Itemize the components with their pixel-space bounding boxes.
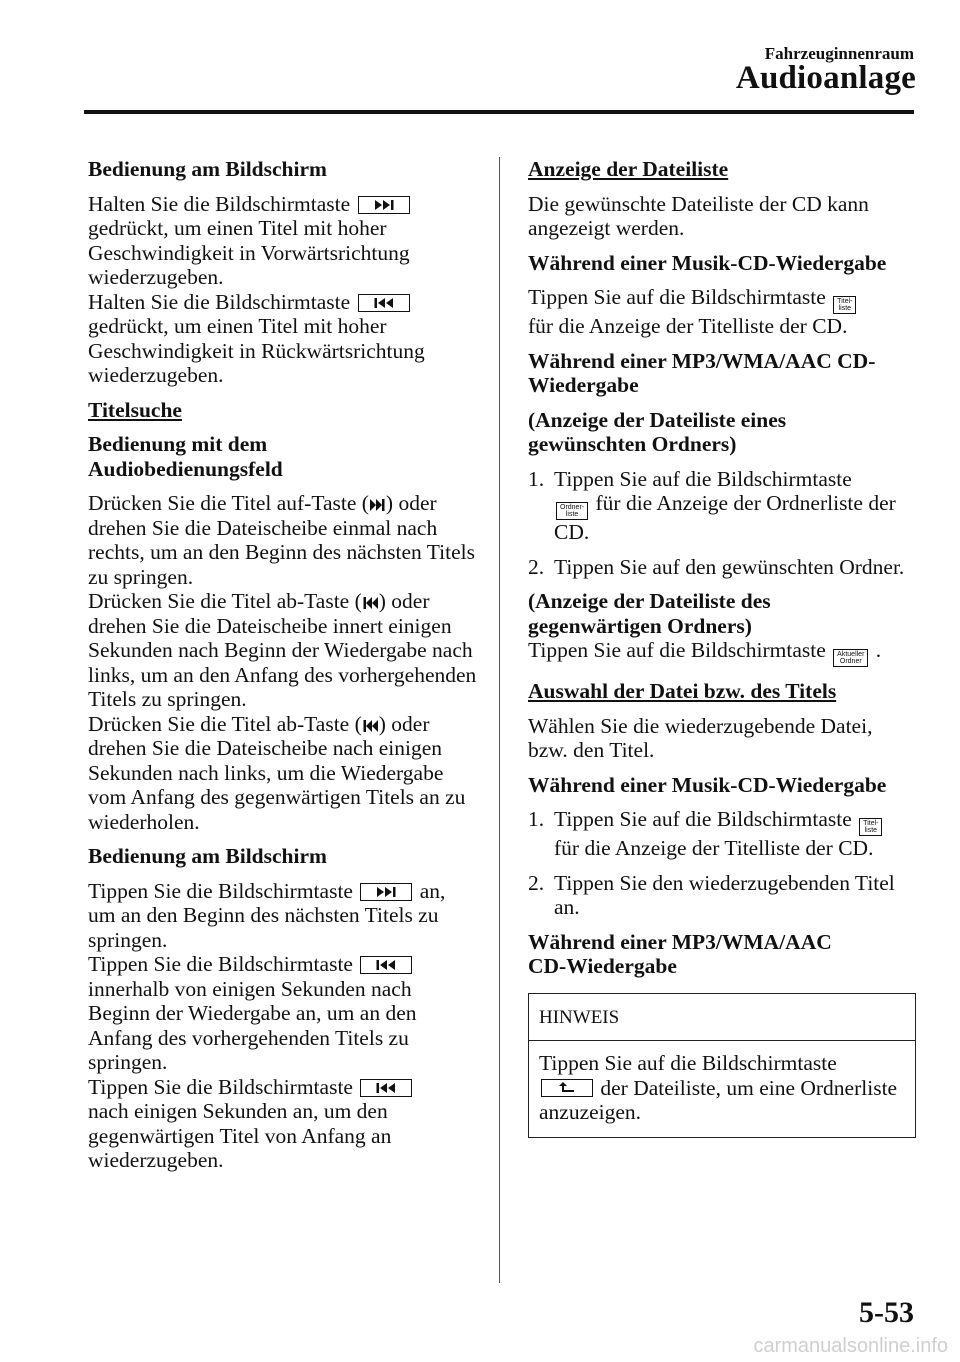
heading-mp3-2: Während einer MP3/WMA/AAC CD-Wiedergabe [528,929,832,978]
heading-bildschirm-2: Bedienung am Bildschirm [88,844,327,868]
key-label: liste [864,827,878,834]
text: ) oder drehen Sie die Dateischeibe innert einigen Sekunden nach Beginn der Wiedergabe nach links, um an den Anfang des vorhergehenden Titels zu springen. [88,589,477,711]
list-item [528,467,916,545]
heading-mp3-1: Während einer MP3/WMA/AAC CD-Wiedergabe [528,348,876,397]
text: Tippen Sie auf die Bildschirmtaste [528,638,826,662]
titel-liste-key [859,818,882,836]
text: ) oder drehen Sie die Dateischeibe einmal nach rechts, um an den Beginn des nächsten Titels zu springen. [88,491,475,589]
text: Drücken Sie die Titel auf-Taste ( [88,491,369,515]
prev-key-button [360,1079,412,1097]
heading-gewuenschter-ordner: (Anzeige der Dateiliste eines gewünschten Ordners) [528,407,787,456]
text: Tippen Sie die Bildschirmtaste [88,1074,353,1099]
text: ) oder drehen Sie die Dateischeibe nach einigen Sekunden nach links, um die Wiedergabe vom Anfang des gegenwärtigen Titels an zu wiederholen. [88,711,466,834]
right-column [528,157,916,1138]
steps-titel [528,807,916,920]
text: Halten Sie die Bildschirmtaste [88,289,351,314]
next-key-button [360,883,412,901]
step-number: 1. [528,466,545,491]
heading-gegenwaertiger-ordner: (Anzeige der Dateiliste des gegenwärtigen Ordners) [528,589,771,638]
text: Drücken Sie die Titel ab-Taste ( [88,589,362,613]
folder-up-key [541,1079,593,1097]
text: für die Anzeige der Ordnerliste der CD. [554,491,896,544]
paragraph-aktueller-ordner [528,589,916,667]
step-text: Tippen Sie auf den gewünschten Ordner. [554,554,905,579]
text: für die Anzeige der Titelliste der CD. [528,314,848,338]
text: an, um an den Beginn des nächsten Titels zu springen. [88,878,446,952]
heading-titelsuche: Titelsuche [88,397,182,422]
key-label: Aktueller [837,651,865,658]
step-number: 2. [528,870,545,895]
key-label: Ordner- [560,504,585,511]
left-column [88,157,478,1183]
skip-back-icon [363,597,378,609]
heading-musik-cd-1: Während einer Musik-CD-Wiedergabe [528,250,887,275]
step-text [554,467,916,545]
paragraph-dateiliste: Die gewünschte Dateiliste der CD kann angezeigt werden. [528,191,869,240]
header-section: Fahrzeuginnenraum [764,44,914,63]
header-rule [84,110,914,114]
prev-key-button [358,294,410,312]
text: Tippen Sie auf die Bildschirmtaste [554,466,852,491]
text: gedrückt, um einen Titel mit hoher Geschwindigkeit in Vorwärtsrichtung wiederzugeben. [88,216,410,289]
paragraph-tap-keys [88,879,478,1173]
list-item [528,807,916,861]
text: Halten Sie die Bildschirmtaste [88,191,351,216]
text: Tippen Sie auf die Bildschirmtaste [554,807,852,831]
next-key-button [358,196,410,214]
heading-musik-cd-2: Während einer Musik-CD-Wiedergabe [528,772,887,797]
heading-dateiliste: Anzeige der Dateiliste [528,157,729,181]
skip-forward-icon [373,200,395,210]
skip-forward-icon [370,499,385,511]
text: Tippen Sie auf die Bildschirmtaste [528,285,826,309]
skip-back-icon [375,1083,397,1093]
text: der Dateiliste, um eine Ordnerliste anzuzeigen. [539,1075,898,1124]
column-divider [499,157,500,1283]
hinweis-body [529,1041,915,1137]
paragraph-titelliste [528,285,916,339]
text: Tippen Sie die Bildschirmtaste [88,878,353,903]
text: Drücken Sie die Titel ab-Taste ( [88,711,362,736]
key-label: Ordner [839,658,862,665]
skip-forward-icon [375,887,397,897]
text: innerhalb von einigen Sekunden nach Beginn der Wiedergabe an, um an den Anfang des vorhergehenden Titels zu springen. [88,976,417,1074]
step-number: 1. [528,807,545,831]
aktueller-ordner-key [833,649,868,667]
text: Tippen Sie auf die Bildschirmtaste [539,1051,837,1075]
page-number: 5-53 [859,1296,914,1329]
skip-back-icon [375,960,397,970]
key-label: liste [838,305,852,312]
hinweis-title: HINWEIS [529,994,915,1042]
heading-bildschirm-1: Bedienung am Bildschirm [88,157,327,181]
text: gedrückt, um einen Titel mit hoher Geschwindigkeit in Rückwärtsrichtung wiederzugeben. [88,314,425,387]
list-item [528,555,916,580]
key-label: Titel- [837,298,853,305]
key-label: liste [565,511,579,518]
heading-auswahl: Auswahl der Datei bzw. des Titels [528,679,837,703]
watermark: carmanualsonline.info [753,1335,948,1357]
text: nach einigen Sekunden an, um den gegenwärtigen Titel von Anfang an wiederzugeben. [88,1099,392,1172]
skip-back-icon [373,298,395,308]
heading-audiobedienungsfeld: Bedienung mit dem Audiobedienungsfeld [88,432,283,481]
skip-back-icon [363,720,378,732]
step-text [554,807,916,861]
text: . [875,638,882,662]
hinweis-box [528,993,916,1138]
text: Tippen Sie die Bildschirmtaste [88,952,353,976]
paragraph-hold-keys [88,192,478,388]
prev-key-button [360,956,412,974]
list-item [528,871,916,920]
step-text: Tippen Sie den wiederzugebenden Titel an. [554,870,895,919]
folder-up-icon [557,1082,577,1094]
paragraph-auswahl: Wählen Sie die wiederzugebende Datei, bzw. den Titel. [528,713,873,762]
key-label: Titel- [863,820,879,827]
ordner-liste-key [556,502,588,520]
step-number: 2. [528,554,545,579]
text: für die Anzeige der Titelliste der CD. [554,836,874,860]
steps-ordner [528,467,916,580]
header-title: Audioanlage [735,60,916,96]
titel-liste-key [833,296,856,314]
paragraph-buttons [88,491,478,834]
